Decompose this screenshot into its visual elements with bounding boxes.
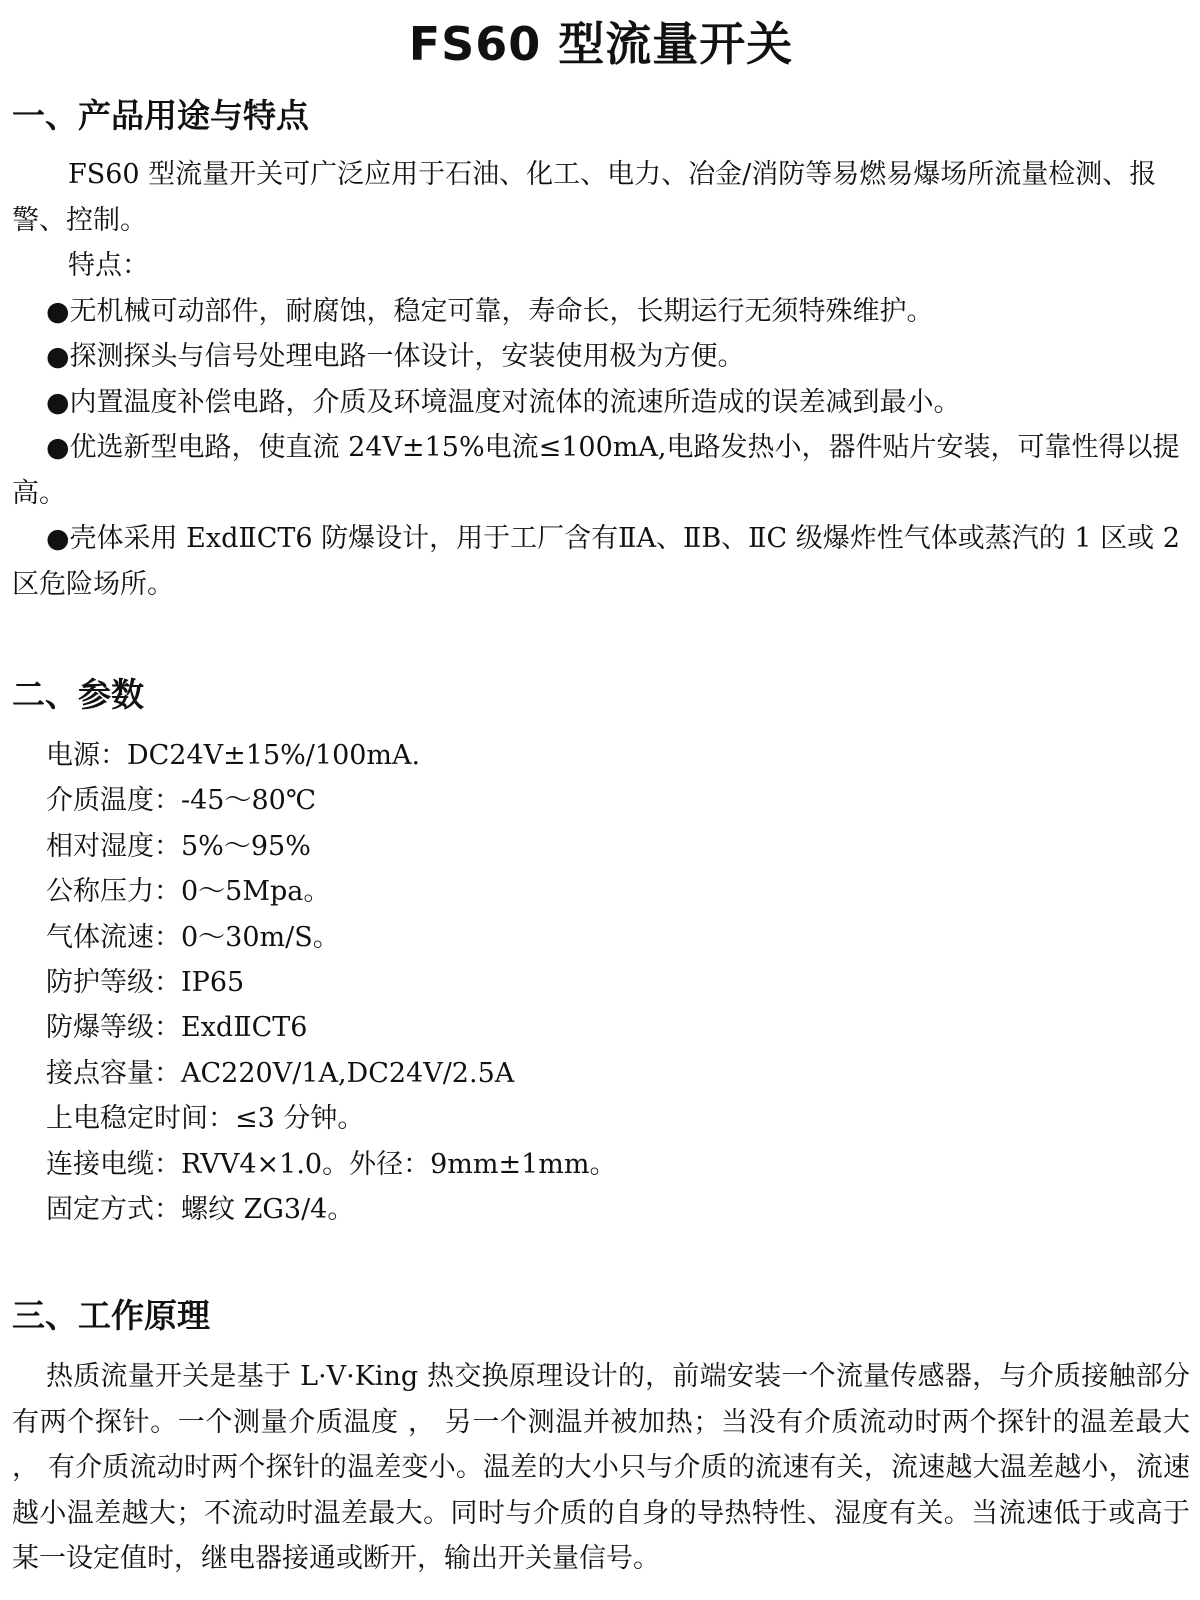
feature-item: ●内置温度补偿电路，介质及环境温度对流体的流速所造成的误差减到最小。 [46, 386, 961, 418]
parameter-item: 固定方式：螺纹 ZG3/4。 [46, 1194, 355, 1226]
parameter-item: 防爆等级：ExdⅡCT6 [46, 1012, 308, 1044]
feature-item: ●壳体采用 ExdⅡCT6 防爆设计，用于工厂含有ⅡA、ⅡB、ⅡC 级爆炸性气体或蒸汽的 1 区或 2 区危险场所。 [12, 523, 1180, 600]
parameter-item: 连接电缆：RVV4×1.0。外径：9mm±1mm。 [46, 1148, 617, 1180]
parameter-item: 相对湿度：5%～95% [46, 830, 311, 862]
parameter-list [12, 733, 1190, 1232]
parameter-item: 上电稳定时间：≤3 分钟。 [46, 1103, 365, 1135]
principle-paragraph: 热质流量开关是基于 L·V·King 热交换原理设计的，前端安装一个流量传感器，与介质接触部分有两个探针。一个测量介质温度 ， 另一个测温并被加热；当没有介质流动时两个探针的温差最大 ， 有介质流动时两个探针的温差变小。温差的大小只与介质的流速有关，流速越大温差越小，流速越小温差越大；不流动时温差最大。同时与介质的自身的导热特性、湿度有关。当流速低于或高于某一设定值时，继电器接通或断开，输出开关量信号。 [12, 1361, 1190, 1575]
feature-item: ●探测探头与信号处理电路一体设计，安装使用极为方便。 [46, 341, 745, 372]
parameter-item: 公称压力：0～5Mpa。 [46, 876, 331, 908]
section-heading-purpose: 一、产品用途与特点 [12, 96, 309, 135]
feature-list [12, 289, 1190, 608]
intro-paragraph: FS60 型流量开关可广泛应用于石油、化工、电力、冶金/消防等易燃易爆场所流量检测、报警、控制。 [12, 159, 1157, 236]
feature-item: ●无机械可动部件，耐腐蚀，稳定可靠，寿命长，长期运行无须特殊维护。 [46, 295, 934, 327]
document-title: FS60 型流量开关 [408, 17, 794, 71]
parameter-item: 接点容量：AC220V/1A,DC24V/2.5A [46, 1057, 515, 1089]
parameter-item: 气体流速：0～30m/S。 [46, 921, 340, 953]
feature-item: ●优选新型电路，使直流 24V±15%电流≤100mA,电路发热小，器件贴片安装，可靠性得以提高。 [12, 432, 1180, 509]
parameter-item: 防护等级：IP65 [46, 967, 245, 999]
section-heading-principle: 三、工作原理 [12, 1296, 210, 1336]
parameter-item: 介质温度：-45～80℃ [46, 785, 317, 817]
features-label: 特点： [68, 250, 149, 281]
section-heading-parameters: 二、参数 [12, 675, 144, 714]
parameter-item: 电源：DC24V±15%/100mA. [46, 740, 421, 771]
